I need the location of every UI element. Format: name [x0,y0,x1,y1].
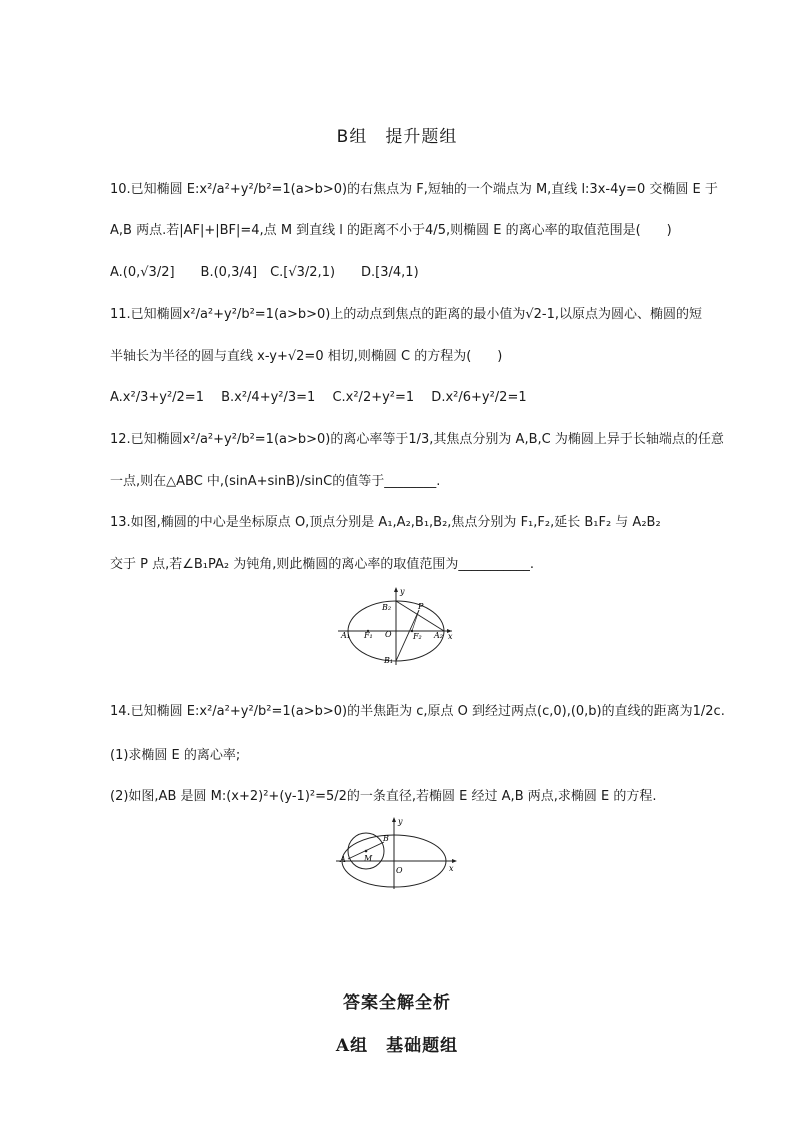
fig1-label-p: P [418,602,424,611]
ellipse-figure-1 [338,585,458,667]
fig1-label-o: O [385,630,392,639]
fig1-label-f1: F₁ [364,631,373,640]
q12-line2: 一点,则在△ABC 中,(sinA+sinB)/sinC的值等于________. [110,474,441,489]
fig1-label-x: x [448,632,453,641]
fig1-label-a2: A₂ [434,631,443,640]
fig2-label-m: M [364,854,373,863]
q10-options: A.(0,√3/2] B.(0,3/4] C.[√3/2,1) D.[3/4,1) [110,265,419,280]
q10-line2: A,B 两点.若|AF|+|BF|=4,点 M 到直线 l 的距离不小于4/5,则椭圆 E 的离心率的取值范围是( ) [110,223,672,238]
q12-line1: 12.已知椭圆x²/a²+y²/b²=1(a>b>0)的离心率等于1/3,其焦点分别为 A,B,C 为椭圆上异于长轴端点的任意 [110,432,724,447]
answers-title: 答案全解全析 [343,993,451,1013]
center-m-dot [365,850,368,853]
y-axis-arrow [392,817,396,822]
fig2-label-x: x [449,864,454,873]
q11-line2: 半轴长为半径的圆与直线 x-y+√2=0 相切,则椭圆 C 的方程为( ) [110,349,503,364]
q14-part1: (1)求椭圆 E 的离心率; [110,748,241,763]
x-axis-arrow [452,859,457,863]
section-b-title: B组 提升题组 [336,127,458,147]
fig2-label-a: A [340,855,346,864]
q14-part2: (2)如图,AB 是圆 M:(x+2)²+(y-1)²=5/2的一条直径,若椭圆 E 经过 A,B 两点,求椭圆 E 的方程. [110,789,657,804]
section-a-title: A组 基础题组 [335,1036,459,1056]
fig2-label-y: y [398,817,403,826]
fig2-label-o: O [396,866,403,875]
y-axis-arrow [394,587,398,592]
fig1-label-b2: B₂ [382,603,392,612]
ellipse-circle-figure-2 [336,815,462,891]
q11-line1: 11.已知椭圆x²/a²+y²/b²=1(a>b>0)上的动点到焦点的距离的最小值为√2-1,以原点为圆心、椭圆的短 [110,307,703,322]
fig1-label-a1: A₁ [341,631,350,640]
q13-line1: 13.如图,椭圆的中心是坐标原点 O,顶点分别是 A₁,A₂,B₁,B₂,焦点分别为 F₁,F₂,延长 B₁F₂ 与 A₂B₂ [110,515,661,530]
fig1-label-y: y [400,587,405,596]
fig2-label-b: B [383,834,389,843]
q13-line2: 交于 P 点,若∠B₁PA₂ 为钝角,则此椭圆的离心率的取值范围为___________. [110,557,535,572]
q14-line1: 14.已知椭圆 E:x²/a²+y²/b²=1(a>b>0)的半焦距为 c,原点 O 到经过两点(c,0),(0,b)的直线的距离为1/2c. [110,704,725,719]
q11-options: A.x²/3+y²/2=1 B.x²/4+y²/3=1 C.x²/2+y²=1 D.x²/6+y²/2=1 [110,390,527,405]
fig1-label-f2: F₂ [413,632,422,641]
fig1-label-b1: B₁ [384,656,394,665]
q10-line1: 10.已知椭圆 E:x²/a²+y²/b²=1(a>b>0)的右焦点为 F,短轴的一个端点为 M,直线 l:3x-4y=0 交椭圆 E 于 [110,182,718,197]
